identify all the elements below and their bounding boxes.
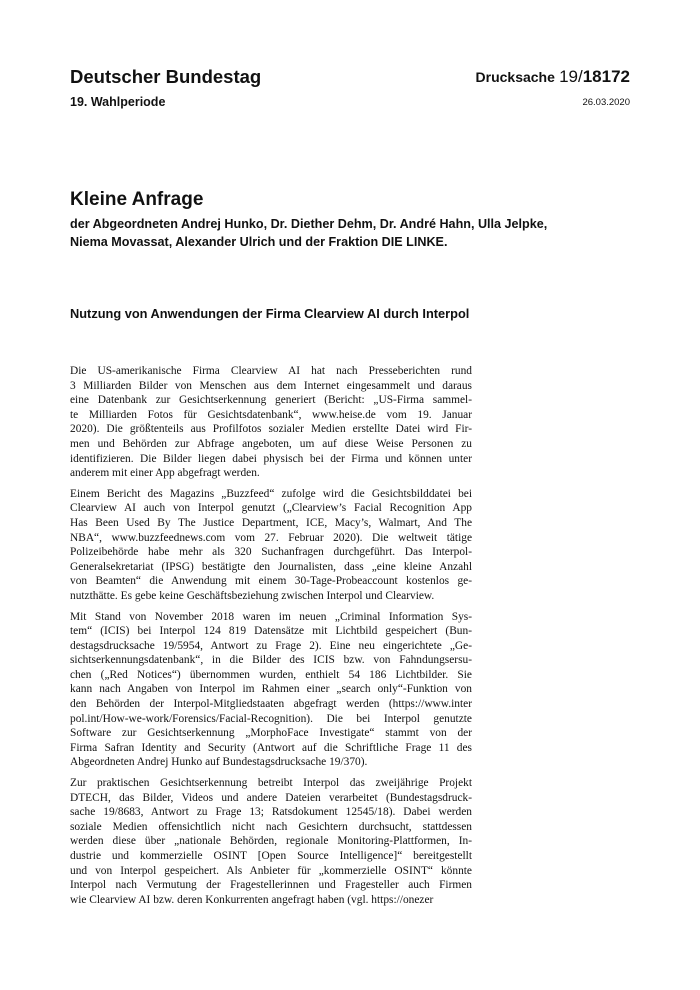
text-line: men und Behörden zur Abfrage angeboten, um auf diese Weise Personen zu	[70, 437, 472, 450]
text-line: identifizieren. Die Bilder liegen dabei physisch bei der Firma und können unter	[70, 452, 472, 465]
text-line: Die US-amerikanische Firma Clearview AI hat nach Presseberichten rund	[70, 365, 472, 377]
document-date: 26.03.2020	[582, 97, 630, 108]
text-line: Has Been Used By The Justice Department, ICE, Macy’s, Walmart, And The	[70, 516, 472, 529]
drucksache-number: 18172	[582, 67, 630, 86]
text-line: Abgeordneten Andrej Hunko auf Bundestagsdrucksache 19/370).	[70, 756, 368, 769]
text-line: dustrie und kommerzielle OSINT [Open Source Intelligence]“ bereitgestellt	[70, 850, 472, 862]
drucksache-prefix: 19/	[559, 67, 583, 86]
text-line: pol.int/How-we-work/Forensics/Facial-Recognition). Die bei Interpol genutzte	[70, 712, 472, 725]
text-line: werden diese über „nationale Behörden, regionale Monitoring-Plattformen, In-	[70, 835, 472, 848]
body-paragraph	[70, 776, 472, 907]
text-line: anderem mit einer App abgefragt werden.	[70, 467, 260, 480]
text-line: Firma Safran Identity and Security (Antwort auf die Schriftliche Frage 11 des	[70, 741, 472, 754]
text-line: von Beamten“ die Anwendung mit einem 30-Tage-Probeaccount kostenlos ge-	[70, 575, 472, 588]
text-line: te Milliarden Fotos für Gesichtsdatenbank“, www.heise.de vom 19. Januar	[70, 408, 472, 421]
document-type: Kleine Anfrage	[70, 189, 204, 210]
text-line: und von Interpol gespeichert. Als Anbieter für „kommerzielle OSINT“ könnte	[70, 864, 472, 877]
text-line: kann nach Angaben von Interpol im Rahmen einer „search only“-Funktion von	[70, 683, 472, 696]
text-line: 2020). Die größtenteils aus Profilfotos sozialer Medien erstellte Datei wird Fir-	[70, 423, 472, 436]
authors	[70, 216, 640, 251]
text-line: Generalsekretariat (IPSG) bestätigte den Journalisten, dass „eine kleine Anzahl	[70, 560, 472, 573]
text-line: NBA“, www.buzzfeednews.com vom 27. Februar 2020). Die weltweit tätige	[70, 531, 472, 544]
text-line: Polizeibehörde habe mehr als 320 Suchanfragen durchgeführt. Das Interpol-	[70, 546, 472, 559]
authors-line: Niema Movassat, Alexander Ulrich und der Fraktion DIE LINKE.	[70, 234, 448, 249]
election-period: 19. Wahlperiode	[70, 95, 166, 109]
text-line: chen („Red Notices“) übernommen wurden, enthielt 54 186 Lichtbilder. Sie	[70, 668, 472, 681]
institution-title: Deutscher Bundestag	[70, 66, 262, 87]
body-paragraph	[70, 364, 472, 481]
text-line: Mit Stand von November 2018 waren im neuen „Criminal Information Sys-	[70, 610, 472, 623]
text-line: Zur praktischen Gesichtserkennung betreibt Interpol das zweijährige Projekt	[70, 777, 472, 790]
drucksache-reference	[476, 67, 630, 88]
text-line: Einem Bericht des Magazins „Buzzfeed“ zufolge wird die Gesichtsbilddatei bei	[70, 487, 472, 500]
drucksache-label: Drucksache	[475, 69, 555, 85]
header-left	[70, 66, 261, 110]
text-line: wie Clearview AI bzw. deren Konkurrenten angefragt haben (vgl. https://onezer	[70, 893, 434, 906]
text-line: sichtserkennungsdatenbank“, in die Bilder des ICIS bzw. von Fahndungsersu-	[70, 654, 472, 667]
text-line: tem“ (ICIS) bei Interpol 124 819 Datensätze mit Lichtbild gespeichert (Bun-	[70, 625, 472, 638]
body-text	[70, 364, 472, 913]
text-line: eine Datenbank zur Gesichtserkennung generiert (Bericht: „US-Firma sammel-	[70, 394, 472, 407]
text-line: Software zur Gesichtserkennung „MorphoFace Investigate“ stammt von der	[70, 727, 472, 740]
text-line: DTECH, das Bilder, Videos und andere Dateien verarbeitet (Bundestagsdruck-	[70, 791, 472, 804]
text-line: destagsdrucksache 19/5954, Antwort zu Frage 2). Eine neu eingerichtete „Ge-	[70, 639, 472, 652]
header-right	[476, 67, 630, 109]
text-line: Interpol nach Vermutung der Fragestellerinnen und Fragesteller auch Firmen	[70, 879, 472, 892]
text-line: soziale Medien offensichtlich nicht nach Gesichtern durchsucht, stattdessen	[70, 820, 472, 833]
subject-title: Nutzung von Anwendungen der Firma Clearview AI durch Interpol	[70, 306, 470, 321]
authors-line: der Abgeordneten Andrej Hunko, Dr. Diether Dehm, Dr. André Hahn, Ulla Jelpke,	[70, 217, 548, 231]
body-paragraph	[70, 610, 472, 771]
text-line: sache 19/8683, Antwort zu Frage 13; Ratsdokument 12545/18). Dabei werden	[70, 806, 472, 819]
body-paragraph	[70, 487, 472, 604]
text-line: den Behörden der Interpol-Mitgliedstaaten abgefragt werden (https://www.inter	[70, 698, 472, 711]
text-line: nutzthätte. Es gebe keine Geschäftsbeziehung zwischen Interpol und Clearview.	[70, 589, 435, 602]
text-line: Clearview AI auch von Interpol genutzt („Clearview’s Facial Recognition App	[70, 502, 472, 515]
text-line: 3 Milliarden Bilder von Menschen aus dem Internet eingesammelt und daraus	[70, 379, 472, 392]
